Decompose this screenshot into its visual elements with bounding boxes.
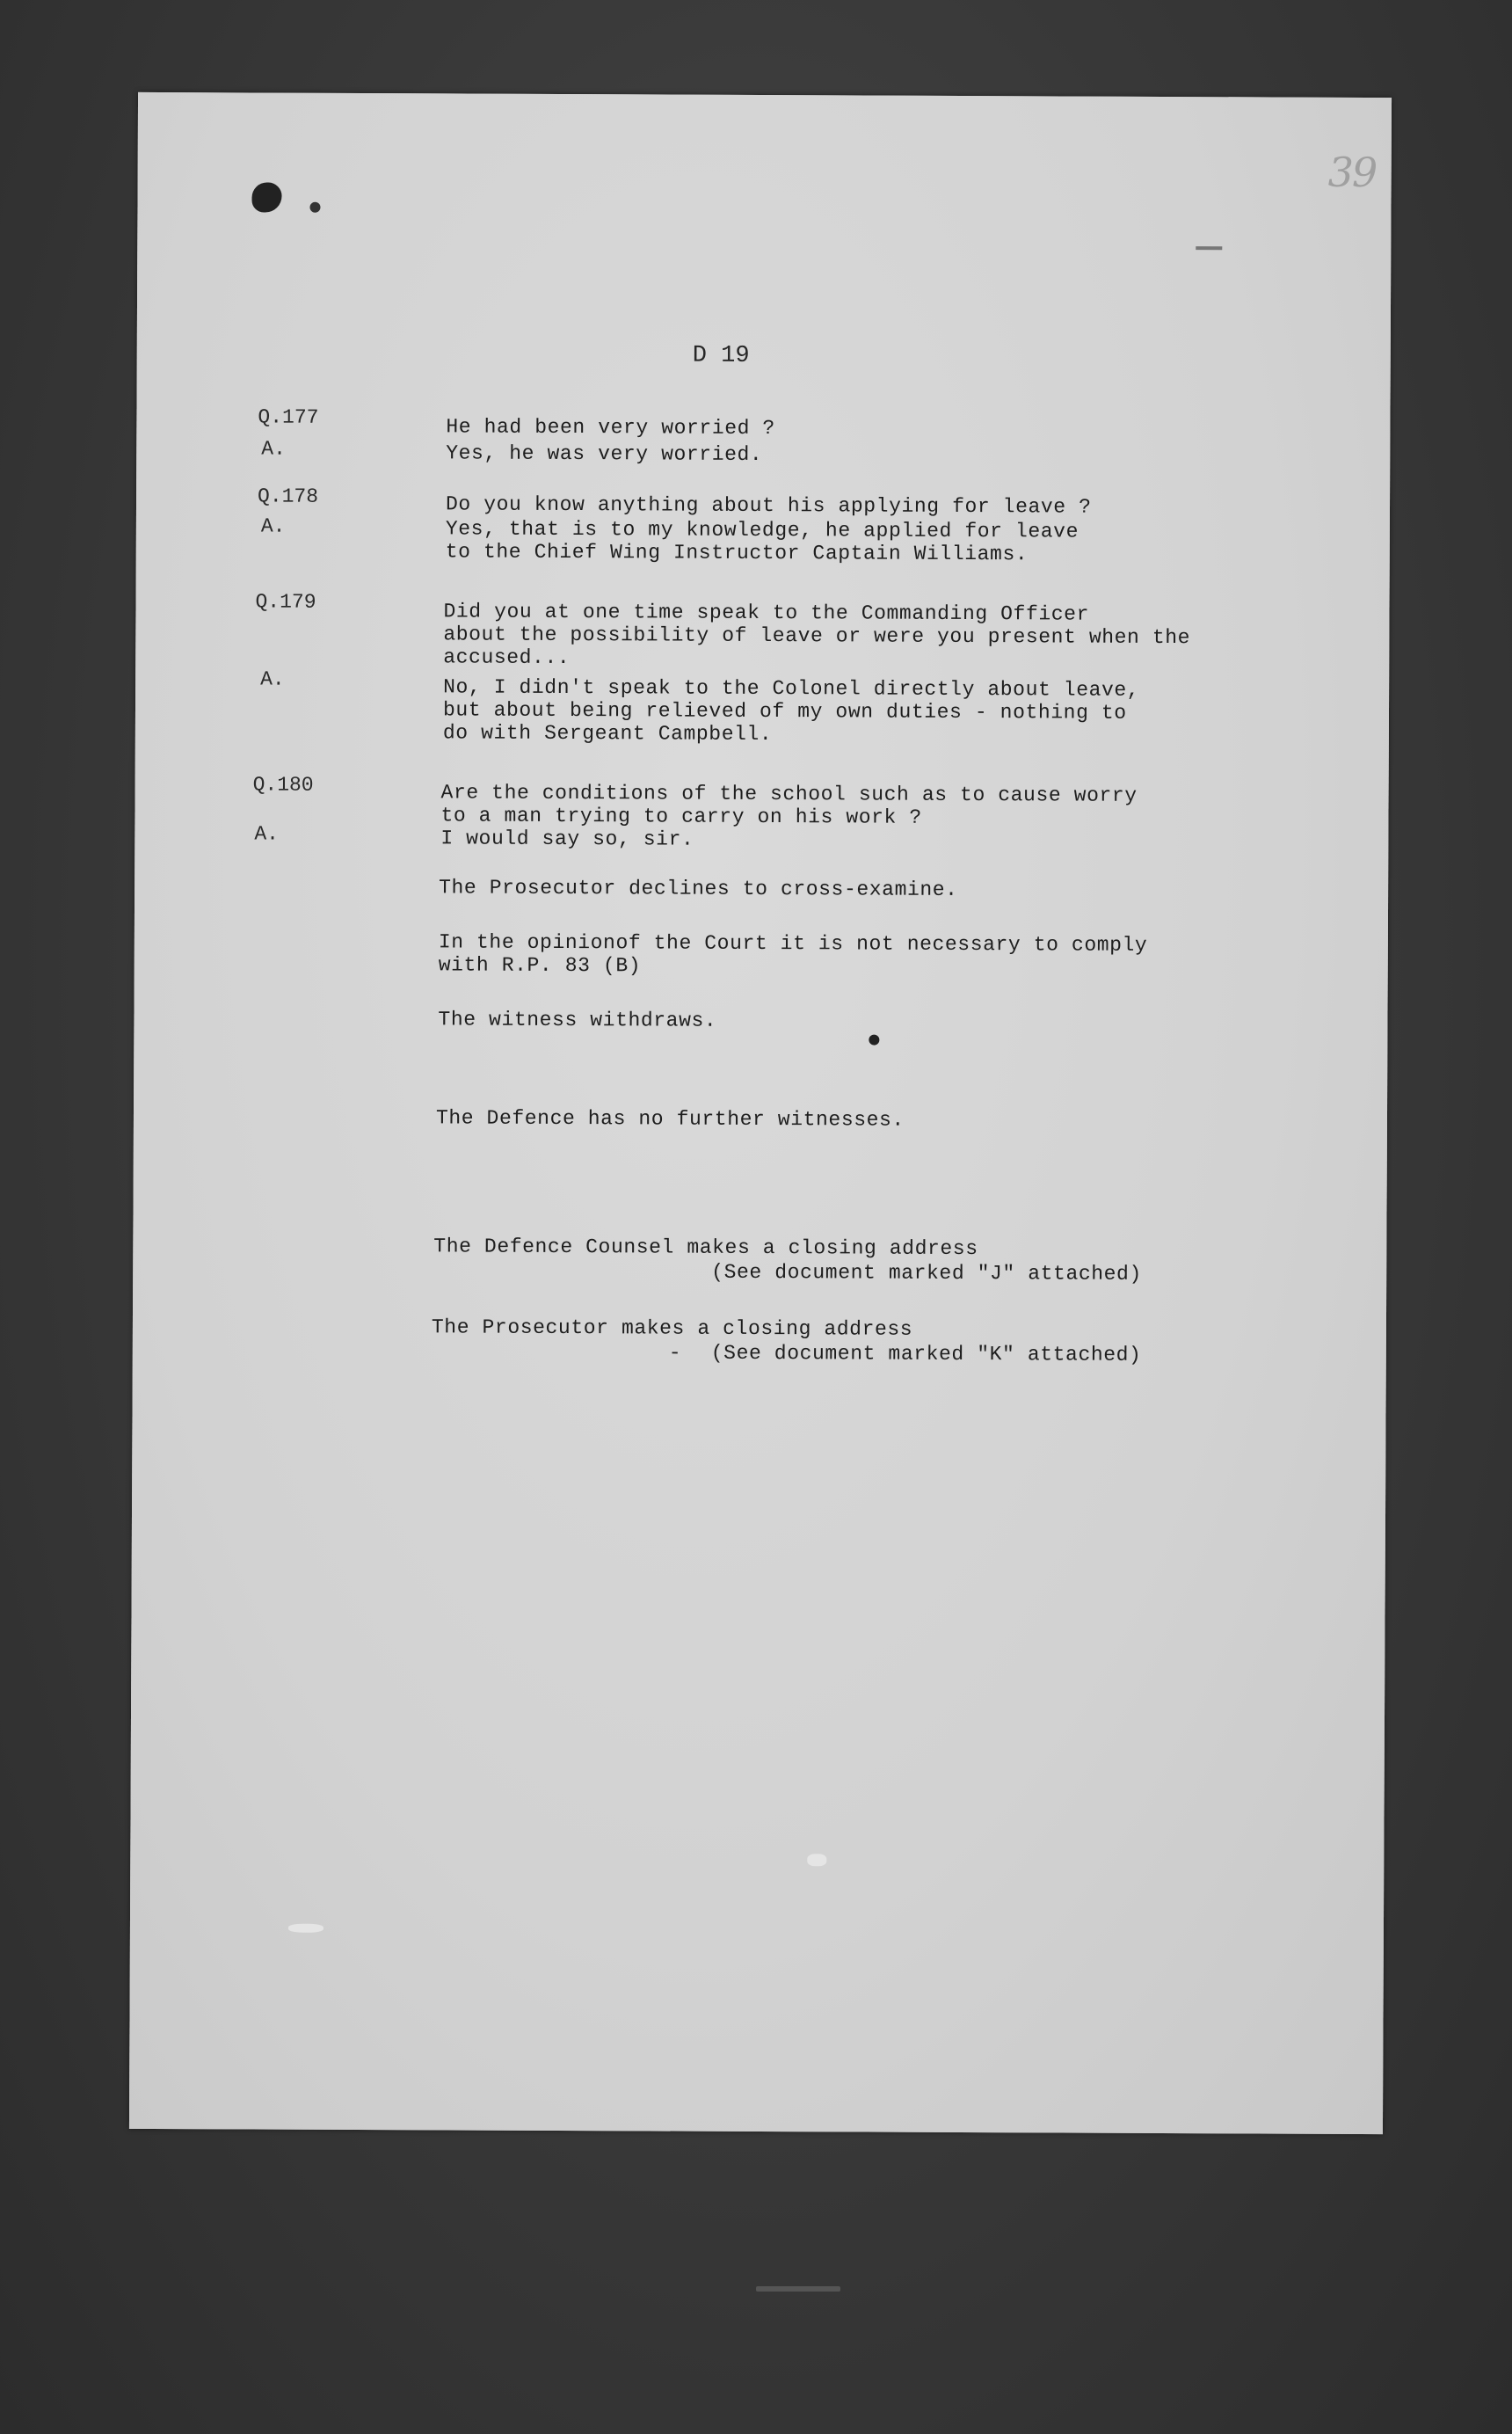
q180-answer-label: A.: [254, 822, 280, 846]
q179-question-line: accused...: [443, 645, 571, 670]
q179-question-line: Did you at one time speak to the Commanding Officer: [443, 600, 1090, 626]
ink-dot: [869, 1035, 879, 1046]
cross-exam-statement: The Prosecutor declines to cross-examine.: [439, 876, 958, 901]
q180-question-line: Are the conditions of the school such as to cause worry: [440, 781, 1138, 807]
q178-answer-line: to the Chief Wing Instructor Captain Williams.: [445, 540, 1029, 566]
no-further-witnesses: The Defence has no further witnesses.: [435, 1106, 905, 1132]
q178-answer-line: Yes, that is to my knowledge, he applied for leave: [445, 517, 1079, 543]
q177-question: He had been very worried ?: [446, 415, 775, 441]
prosecutor-dash: -: [668, 1341, 682, 1365]
prosecutor-document-reference: (See document marked "K" attached): [710, 1341, 1142, 1366]
handwritten-page-number: 39: [1327, 148, 1377, 197]
ink-blot: [251, 182, 281, 212]
prosecutor-closing-address: The Prosecutor makes a closing address: [431, 1315, 913, 1341]
q177-answer: Yes, he was very worried.: [446, 441, 763, 467]
defence-document-reference: (See document marked "J" attached): [711, 1260, 1142, 1286]
q178-question: Do you know anything about his applying for leave ?: [445, 492, 1092, 519]
film-speck: [807, 1854, 826, 1866]
q179-question-line: about the possibility of leave or were you present when the: [443, 623, 1191, 650]
q180-label: Q.180: [252, 773, 314, 797]
pencil-mark: [1196, 246, 1222, 250]
q179-answer-line: No, I didn't speak to the Colonel directly about leave,: [443, 675, 1140, 702]
film-mark: [756, 2286, 840, 2292]
court-opinion-line: In the opinionof the Court it is not necessary to comply: [438, 930, 1148, 957]
ink-blot-small: [309, 202, 320, 213]
q177-answer-label: A.: [261, 437, 286, 461]
court-opinion-line: with R.P. 83 (B): [438, 953, 642, 978]
q179-answer-label: A.: [260, 667, 285, 691]
film-speck: [288, 1924, 323, 1933]
document-page: [129, 92, 1392, 2134]
q178-answer-label: A.: [260, 514, 286, 538]
q179-answer-line: but about being relieved of my own duties - nothing to: [442, 698, 1127, 725]
defence-closing-address: The Defence Counsel makes a closing address: [433, 1235, 978, 1261]
q180-answer: I would say so, sir.: [440, 827, 694, 851]
q177-label: Q.177: [258, 405, 319, 429]
witness-withdraws: The witness withdraws.: [438, 1008, 717, 1032]
q179-label: Q.179: [255, 590, 316, 614]
q180-question-line: to a man trying to carry on his work ?: [440, 804, 922, 829]
q178-label: Q.178: [257, 485, 319, 508]
q179-answer-line: do with Sergeant Campbell.: [442, 721, 773, 747]
page-identifier: D 19: [692, 342, 750, 369]
